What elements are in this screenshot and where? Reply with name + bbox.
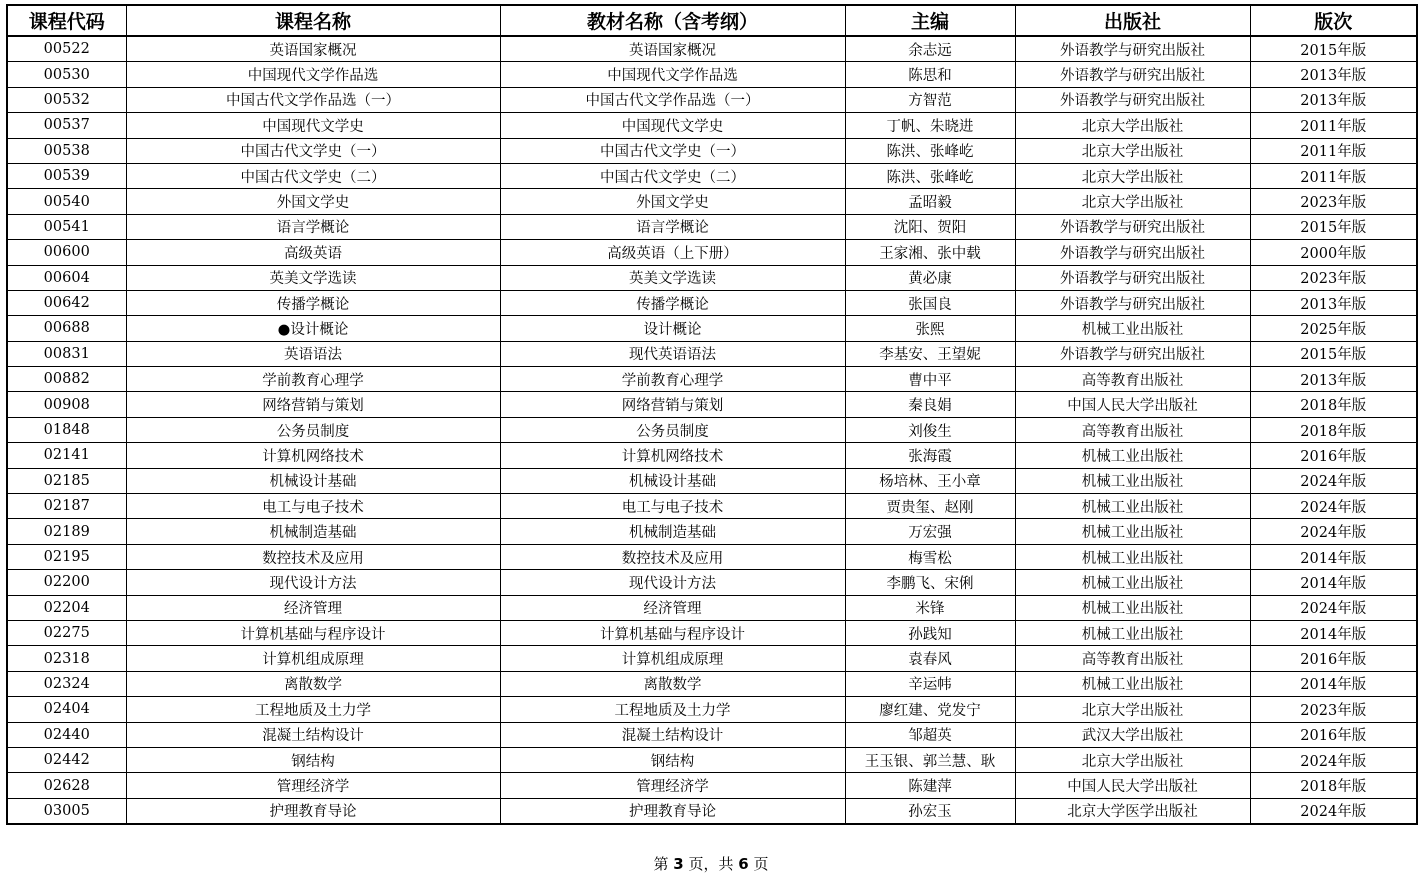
- cell-publisher: 机械工业出版社: [1015, 519, 1250, 544]
- cell-edition: 2014年版: [1250, 671, 1417, 696]
- cell-textbook-name: 机械制造基础: [500, 519, 845, 544]
- header-course-code: 课程代码: [7, 5, 126, 36]
- cell-textbook-name: 现代设计方法: [500, 570, 845, 595]
- cell-course-code: 00642: [7, 290, 126, 315]
- cell-course-code: 02187: [7, 494, 126, 519]
- cell-editor: 张海霞: [845, 443, 1015, 468]
- cell-editor: 王家湘、张中载: [845, 240, 1015, 265]
- cell-publisher: 机械工业出版社: [1015, 570, 1250, 595]
- cell-editor: 贾贵玺、赵刚: [845, 494, 1015, 519]
- cell-textbook-name: 传播学概论: [500, 290, 845, 315]
- table-row: [7, 163, 1417, 188]
- page-footer: [0, 853, 1422, 874]
- cell-textbook-name: 外国文学史: [500, 189, 845, 214]
- table-row: [7, 392, 1417, 417]
- cell-course-code: 02141: [7, 443, 126, 468]
- cell-course-name: 中国现代文学史: [126, 113, 500, 138]
- cell-edition: 2011年版: [1250, 163, 1417, 188]
- cell-course-name: 高级英语: [126, 240, 500, 265]
- cell-edition: 2014年版: [1250, 570, 1417, 595]
- cell-editor: 廖红建、党发宁: [845, 697, 1015, 722]
- table-row: [7, 189, 1417, 214]
- cell-course-code: 02628: [7, 773, 126, 798]
- cell-editor: 刘俊生: [845, 417, 1015, 442]
- cell-course-code: 00541: [7, 214, 126, 239]
- cell-textbook-name: 设计概论: [500, 316, 845, 341]
- cell-editor: 王玉银、郭兰慧、耿: [845, 747, 1015, 772]
- table-row: [7, 87, 1417, 112]
- cell-course-name: 现代设计方法: [126, 570, 500, 595]
- cell-course-code: 00539: [7, 163, 126, 188]
- cell-publisher: 机械工业出版社: [1015, 620, 1250, 645]
- cell-publisher: 高等教育出版社: [1015, 417, 1250, 442]
- cell-edition: 2013年版: [1250, 290, 1417, 315]
- footer-suffix: 页: [753, 855, 769, 873]
- cell-course-name: 中国古代文学作品选（一）: [126, 87, 500, 112]
- cell-publisher: 北京大学出版社: [1015, 697, 1250, 722]
- cell-course-code: 02275: [7, 620, 126, 645]
- cell-edition: 2016年版: [1250, 646, 1417, 671]
- cell-publisher: 外语教学与研究出版社: [1015, 36, 1250, 62]
- cell-edition: 2015年版: [1250, 36, 1417, 62]
- cell-course-code: 02440: [7, 722, 126, 747]
- textbook-table: [6, 4, 1418, 825]
- table-row: [7, 697, 1417, 722]
- cell-course-code: 00540: [7, 189, 126, 214]
- header-editor: 主编: [845, 5, 1015, 36]
- cell-editor: 陈洪、张峰屹: [845, 138, 1015, 163]
- cell-course-code: 00522: [7, 36, 126, 62]
- cell-publisher: 外语教学与研究出版社: [1015, 62, 1250, 87]
- cell-edition: 2013年版: [1250, 62, 1417, 87]
- cell-publisher: 外语教学与研究出版社: [1015, 265, 1250, 290]
- header-row: [7, 5, 1417, 36]
- table-row: [7, 595, 1417, 620]
- cell-course-name: 经济管理: [126, 595, 500, 620]
- cell-publisher: 机械工业出版社: [1015, 443, 1250, 468]
- cell-publisher: 外语教学与研究出版社: [1015, 240, 1250, 265]
- cell-textbook-name: 语言学概论: [500, 214, 845, 239]
- cell-editor: 邹超英: [845, 722, 1015, 747]
- cell-textbook-name: 工程地质及土力学: [500, 697, 845, 722]
- cell-textbook-name: 机械设计基础: [500, 468, 845, 493]
- cell-course-code: 02185: [7, 468, 126, 493]
- cell-editor: 米锋: [845, 595, 1015, 620]
- cell-course-code: 00688: [7, 316, 126, 341]
- cell-course-name: 传播学概论: [126, 290, 500, 315]
- cell-editor: 方智范: [845, 87, 1015, 112]
- cell-textbook-name: 护理教育导论: [500, 798, 845, 824]
- cell-course-name: 钢结构: [126, 747, 500, 772]
- cell-publisher: 北京大学出版社: [1015, 163, 1250, 188]
- cell-editor: 张国良: [845, 290, 1015, 315]
- cell-edition: 2014年版: [1250, 620, 1417, 645]
- cell-course-code: 02318: [7, 646, 126, 671]
- cell-textbook-name: 中国古代文学史（二）: [500, 163, 845, 188]
- cell-course-name: 外国文学史: [126, 189, 500, 214]
- cell-course-name: ●设计概论: [126, 316, 500, 341]
- table-row: [7, 620, 1417, 645]
- table-row: [7, 240, 1417, 265]
- cell-edition: 2011年版: [1250, 113, 1417, 138]
- cell-course-name: 公务员制度: [126, 417, 500, 442]
- cell-course-name: 离散数学: [126, 671, 500, 696]
- cell-edition: 2018年版: [1250, 773, 1417, 798]
- cell-course-code: 02404: [7, 697, 126, 722]
- cell-publisher: 武汉大学出版社: [1015, 722, 1250, 747]
- header-textbook-name: 教材名称（含考纲）: [500, 5, 845, 36]
- table-row: [7, 570, 1417, 595]
- header-course-name: 课程名称: [126, 5, 500, 36]
- cell-editor: 陈建萍: [845, 773, 1015, 798]
- cell-course-code: 00600: [7, 240, 126, 265]
- cell-textbook-name: 经济管理: [500, 595, 845, 620]
- cell-course-name: 中国古代文学史（一）: [126, 138, 500, 163]
- table-row: [7, 494, 1417, 519]
- cell-editor: 张熙: [845, 316, 1015, 341]
- cell-course-code: 02204: [7, 595, 126, 620]
- cell-textbook-name: 中国古代文学史（一）: [500, 138, 845, 163]
- cell-edition: 2024年版: [1250, 595, 1417, 620]
- cell-course-code: 02189: [7, 519, 126, 544]
- cell-course-name: 英语国家概况: [126, 36, 500, 62]
- cell-publisher: 高等教育出版社: [1015, 367, 1250, 392]
- table-row: [7, 138, 1417, 163]
- cell-edition: 2018年版: [1250, 392, 1417, 417]
- cell-editor: 丁帆、朱晓进: [845, 113, 1015, 138]
- table-body: [7, 36, 1417, 824]
- table-row: [7, 113, 1417, 138]
- cell-course-code: 01848: [7, 417, 126, 442]
- cell-course-code: 02442: [7, 747, 126, 772]
- cell-textbook-name: 计算机网络技术: [500, 443, 845, 468]
- table-row: [7, 519, 1417, 544]
- cell-textbook-name: 混凝土结构设计: [500, 722, 845, 747]
- table-row: [7, 443, 1417, 468]
- table-row: [7, 214, 1417, 239]
- cell-course-name: 计算机网络技术: [126, 443, 500, 468]
- table-row: [7, 671, 1417, 696]
- cell-edition: 2024年版: [1250, 798, 1417, 824]
- header-publisher: 出版社: [1015, 5, 1250, 36]
- cell-publisher: 外语教学与研究出版社: [1015, 87, 1250, 112]
- cell-editor: 陈思和: [845, 62, 1015, 87]
- cell-textbook-name: 学前教育心理学: [500, 367, 845, 392]
- cell-course-code: 00882: [7, 367, 126, 392]
- cell-textbook-name: 数控技术及应用: [500, 544, 845, 569]
- cell-edition: 2024年版: [1250, 519, 1417, 544]
- cell-publisher: 北京大学医学出版社: [1015, 798, 1250, 824]
- cell-edition: 2023年版: [1250, 189, 1417, 214]
- cell-course-name: 计算机基础与程序设计: [126, 620, 500, 645]
- table-row: [7, 265, 1417, 290]
- cell-edition: 2013年版: [1250, 87, 1417, 112]
- cell-publisher: 中国人民大学出版社: [1015, 392, 1250, 417]
- cell-textbook-name: 计算机基础与程序设计: [500, 620, 845, 645]
- cell-textbook-name: 英美文学选读: [500, 265, 845, 290]
- cell-edition: 2024年版: [1250, 494, 1417, 519]
- cell-publisher: 北京大学出版社: [1015, 747, 1250, 772]
- footer-middle: 页，共: [688, 855, 734, 873]
- cell-editor: 沈阳、贺阳: [845, 214, 1015, 239]
- cell-publisher: 机械工业出版社: [1015, 544, 1250, 569]
- table-row: [7, 62, 1417, 87]
- cell-edition: 2016年版: [1250, 722, 1417, 747]
- table-row: [7, 544, 1417, 569]
- cell-course-name: 英语语法: [126, 341, 500, 366]
- cell-textbook-name: 中国古代文学作品选（一）: [500, 87, 845, 112]
- cell-edition: 2014年版: [1250, 544, 1417, 569]
- cell-publisher: 机械工业出版社: [1015, 494, 1250, 519]
- cell-editor: 孙践知: [845, 620, 1015, 645]
- cell-edition: 2015年版: [1250, 214, 1417, 239]
- cell-course-name: 工程地质及土力学: [126, 697, 500, 722]
- cell-course-name: 英美文学选读: [126, 265, 500, 290]
- cell-edition: 2023年版: [1250, 697, 1417, 722]
- cell-editor: 李鹏飞、宋俐: [845, 570, 1015, 595]
- cell-edition: 2013年版: [1250, 367, 1417, 392]
- cell-edition: 2025年版: [1250, 316, 1417, 341]
- cell-textbook-name: 离散数学: [500, 671, 845, 696]
- cell-editor: 孙宏玉: [845, 798, 1015, 824]
- cell-publisher: 机械工业出版社: [1015, 316, 1250, 341]
- cell-course-code: 03005: [7, 798, 126, 824]
- table-row: [7, 646, 1417, 671]
- cell-publisher: 高等教育出版社: [1015, 646, 1250, 671]
- footer-total-pages: 6: [738, 855, 749, 873]
- cell-textbook-name: 网络营销与策划: [500, 392, 845, 417]
- table-row: [7, 747, 1417, 772]
- cell-publisher: 机械工业出版社: [1015, 595, 1250, 620]
- table-row: [7, 722, 1417, 747]
- cell-publisher: 机械工业出版社: [1015, 468, 1250, 493]
- cell-publisher: 机械工业出版社: [1015, 671, 1250, 696]
- table-row: [7, 367, 1417, 392]
- table-row: [7, 36, 1417, 62]
- cell-course-name: 机械设计基础: [126, 468, 500, 493]
- cell-course-name: 管理经济学: [126, 773, 500, 798]
- cell-course-name: 电工与电子技术: [126, 494, 500, 519]
- cell-course-name: 语言学概论: [126, 214, 500, 239]
- cell-course-name: 学前教育心理学: [126, 367, 500, 392]
- cell-course-code: 00530: [7, 62, 126, 87]
- table-row: [7, 316, 1417, 341]
- cell-editor: 梅雪松: [845, 544, 1015, 569]
- table-row: [7, 341, 1417, 366]
- cell-publisher: 外语教学与研究出版社: [1015, 290, 1250, 315]
- cell-course-name: 计算机组成原理: [126, 646, 500, 671]
- cell-editor: 秦良娟: [845, 392, 1015, 417]
- table-row: [7, 290, 1417, 315]
- cell-textbook-name: 钢结构: [500, 747, 845, 772]
- cell-course-code: 00532: [7, 87, 126, 112]
- header-edition: 版次: [1250, 5, 1417, 36]
- cell-course-code: 02195: [7, 544, 126, 569]
- cell-course-name: 护理教育导论: [126, 798, 500, 824]
- cell-course-name: 混凝土结构设计: [126, 722, 500, 747]
- cell-course-code: 00537: [7, 113, 126, 138]
- table-row: [7, 468, 1417, 493]
- cell-editor: 万宏强: [845, 519, 1015, 544]
- cell-textbook-name: 管理经济学: [500, 773, 845, 798]
- cell-course-name: 中国古代文学史（二）: [126, 163, 500, 188]
- cell-textbook-name: 现代英语语法: [500, 341, 845, 366]
- cell-edition: 2000年版: [1250, 240, 1417, 265]
- cell-editor: 孟昭毅: [845, 189, 1015, 214]
- cell-course-code: 00604: [7, 265, 126, 290]
- cell-textbook-name: 高级英语（上下册）: [500, 240, 845, 265]
- cell-textbook-name: 计算机组成原理: [500, 646, 845, 671]
- cell-course-name: 网络营销与策划: [126, 392, 500, 417]
- cell-course-name: 机械制造基础: [126, 519, 500, 544]
- cell-editor: 陈洪、张峰屹: [845, 163, 1015, 188]
- cell-publisher: 外语教学与研究出版社: [1015, 214, 1250, 239]
- cell-editor: 李基安、王望妮: [845, 341, 1015, 366]
- footer-current-page: 3: [673, 855, 684, 873]
- cell-publisher: 外语教学与研究出版社: [1015, 341, 1250, 366]
- cell-edition: 2011年版: [1250, 138, 1417, 163]
- cell-editor: 余志远: [845, 36, 1015, 62]
- cell-publisher: 中国人民大学出版社: [1015, 773, 1250, 798]
- cell-course-code: 00831: [7, 341, 126, 366]
- table-row: [7, 773, 1417, 798]
- cell-course-code: 02324: [7, 671, 126, 696]
- cell-editor: 袁春风: [845, 646, 1015, 671]
- cell-editor: 杨培林、王小章: [845, 468, 1015, 493]
- cell-edition: 2018年版: [1250, 417, 1417, 442]
- footer-prefix: 第: [653, 855, 669, 873]
- cell-editor: 辛运帏: [845, 671, 1015, 696]
- cell-editor: 曹中平: [845, 367, 1015, 392]
- cell-textbook-name: 电工与电子技术: [500, 494, 845, 519]
- cell-textbook-name: 英语国家概况: [500, 36, 845, 62]
- cell-publisher: 北京大学出版社: [1015, 113, 1250, 138]
- cell-edition: 2024年版: [1250, 747, 1417, 772]
- table-row: [7, 417, 1417, 442]
- cell-course-code: 00538: [7, 138, 126, 163]
- table-row: [7, 798, 1417, 824]
- cell-edition: 2015年版: [1250, 341, 1417, 366]
- cell-course-name: 中国现代文学作品选: [126, 62, 500, 87]
- cell-edition: 2023年版: [1250, 265, 1417, 290]
- cell-course-code: 00908: [7, 392, 126, 417]
- cell-publisher: 北京大学出版社: [1015, 138, 1250, 163]
- cell-textbook-name: 中国现代文学史: [500, 113, 845, 138]
- cell-editor: 黄必康: [845, 265, 1015, 290]
- cell-textbook-name: 公务员制度: [500, 417, 845, 442]
- cell-publisher: 北京大学出版社: [1015, 189, 1250, 214]
- cell-textbook-name: 中国现代文学作品选: [500, 62, 845, 87]
- cell-edition: 2016年版: [1250, 443, 1417, 468]
- cell-edition: 2024年版: [1250, 468, 1417, 493]
- cell-course-name: 数控技术及应用: [126, 544, 500, 569]
- cell-course-code: 02200: [7, 570, 126, 595]
